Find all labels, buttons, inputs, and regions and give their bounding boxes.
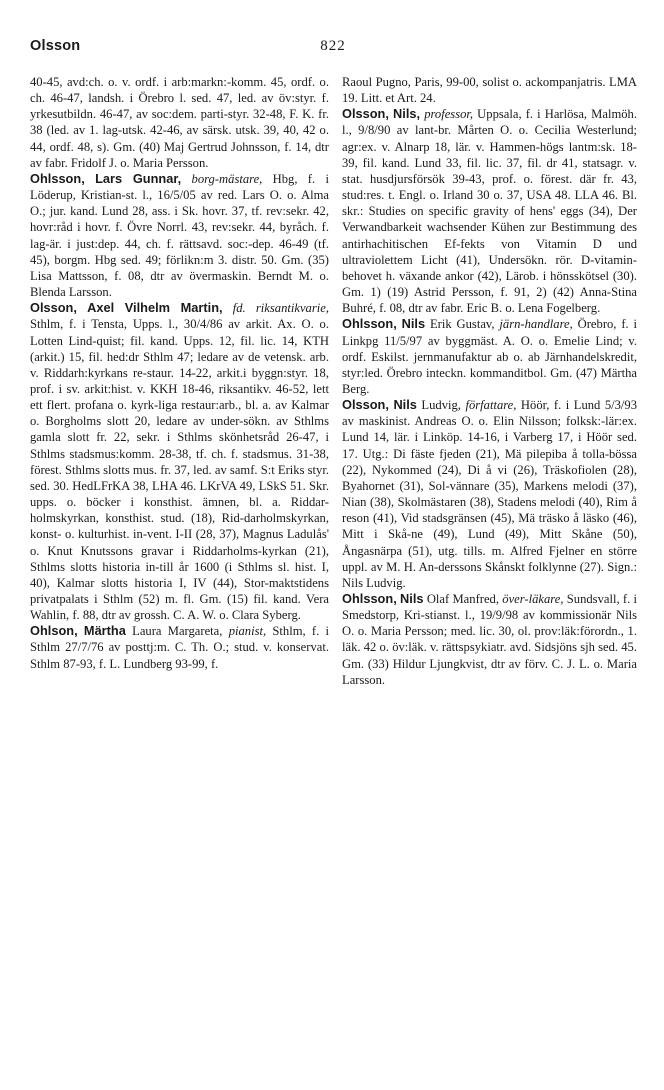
entry-occupation: fd. riksantikvarie, <box>232 301 329 316</box>
entry-lars-gunnar-ohlsson <box>30 171 329 300</box>
entry-surname: Olsson, <box>342 106 389 122</box>
entry-occupation: över-läkare, <box>502 592 564 606</box>
entry-text: Uppsala, f. i Harlösa, Malmöh. l., 9/8/90 av lant-br. Mårten O. o. Cecilia Westerlund; agr:ex. v. Alnarp 18, lär. v. Hammen-högs lantm:sk. 18-39, fil. kand. Lund 33, fil. lic. 37, fil. dr 41, statsagr. v. stat. husdjursförsök 39-43, prof. o. förest. där fr. 43, stud:res. t. Engl. o. Irland 30 o. 37, USA 48. LLA 46. Bl. skr.: Studies on specific gravity of hens' eggs (34), Der Verwandbarkeit wachsender Kühen zur Bestimmung des antirhachitischen Ef-fekts von Vitamin D und ultraviolettem Licht (41), Undersökn. rör. D-vitamin-behovet h. växande ankor (42), Lärob. i hönsskötsel (30). Gm. 1) (19) Astrid Persson, f. 91, 2) (42) Anna-Stina Buhré, f. 08, dtr av fabr. Eric B. o. Lena Fogelberg. <box>342 107 637 316</box>
entry-axel-martin-olsson <box>30 300 329 623</box>
entry-given-name-rest: Laura Margareta, <box>132 624 223 639</box>
entry-nils-olsson-professor <box>342 106 637 316</box>
entry-text: Höör, f. i Lund 5/3/93 av maskinist. Andreas O. o. Elin Nilsson; folksk:-lär:ex. Lund 14, lär. i Linköp. 14-16, i Varberg 17, i Höör sed. 17. Utg.: Di fäste fjeden (21), Mä pilepiba å tolla-bössa (22), Nykommed (24), Di å vi (26), Träskofiolen (28), Byahornet (31), Sol-vännare (35), Markens melodi (37), Nian (38), Skolmästaren (38), Stadens melodi (40), Rim å reson (41), Vid stadsgränsen (45), Mä träsko å läsko (46), Mitt i Skå-ne (49), Lund (49), Mitt Skåne (50), Ångasnärpa (51), utg. tills. m. Alfred Fjelner en större uppl. av M. H. An-derssons Skånskt folklynne (27). Sign.: Nils Ludvig. <box>342 398 638 590</box>
entry-surname: Ohlson, <box>30 623 78 639</box>
entry-nils-erik-ohlsson <box>342 316 637 397</box>
entry-surname: Olsson, <box>30 300 77 316</box>
entry-given-name: Nils <box>401 316 426 332</box>
entry-text: Sthlm, f. i Sthlm 27/7/76 av posttj:m. C. Th. O.; stud. v. konservat. Sthlm 87-93, f. L. Lundberg 93-99, f. <box>30 624 329 671</box>
entry-given-name: Axel Vilhelm Martin, <box>87 300 223 316</box>
entry-given-name-rest: Erik Gustav, <box>429 317 495 332</box>
entry-martha-ohlson <box>30 623 329 671</box>
entry-text: Hbg, f. i Löderup, Kristian-st. l., 16/5/05 av red. Lars O. o. Alma O.; jur. kand. Lund 28, ass. i Sk. hovr. 37, tf. rev:sekr. 42, hovr:råd i hovr. f. Övre Norrl. 43, rev:sekr. 44, byråch. f. lag-är. i just:dep. 44, ch. f. rättsavd. soc:-dep. 46-49 (tf. 45), borgm. Hbg sed. 49; förlikn:m 3. distr. 50. Gm. (35) Lisa Mattsson, f. 08, dtr av övermaskin. Berndt M. o. Blenda Larsson. <box>30 171 329 300</box>
entry-given-name: Märtha <box>83 623 126 639</box>
entry-text: Sthlm, f. i Tensta, Upps. l., 30/4/86 av arkit. Ax. O. o. Lotten Lind-quist; fil. kand. Upps. 12, fil. lic. 14, KTH (arkit.) 15, fil. hed:dr Sthlm 47; ledare av de vetensk. arb. v. Riddarh:kyrkans re-staur. 14-22, arkit.i byggn:styr. 18, prof. i sv. arkit:hist. v. KKH 18-46, riksantikv. 46-52, lett ett flert. profana o. kyrk-liga restaur:arb., bl. a. av Kalmar o. Borgholms slott 20, ledare av under-sökn. av Sthlms gamla slott fr. 22, sekr. i Sthlms skönhetsråd 26-47, i Sthlms stadsmus:komm. 28-38, tf. ch. f. stadsmus. 31-38, förest. Sthlms slotts mus. fr. 37, led. av samf. S:t Eriks styr. sed. 30. HedLFrKA 38, LHA 46. LKrVA 49, LSkS 51. Skr. upps. o. böcker i konsthist. ämnen, bl. a. Riddar-holmskyrkan, konsthist. stud. (18), Rid-darholmskyrkan, konst- o. kulturhist. in-vent. I-II (28, 37), Magnus Ladulås' o. Knut Knutssons gravar i Riddarholms-kyrkan (21), Sthlms slotts historia in-till år 1600 (i Sthlms sl. hist. I, 40), Kalmar slotts historia I, IV (44), Stor-maktstidens privatpalats i Sthlm (52) m. fl. Gm. (15) fil. kand. Vera Wahlin, f. 88, dtr av grossh. C. A. W. o. Clara Syberg. <box>30 317 329 623</box>
entry-surname: Olsson, <box>342 397 389 413</box>
right-column <box>342 74 637 688</box>
entry-given-name: Lars Gunnar, <box>95 170 182 186</box>
entry-given-name-rest: Ludvig, <box>421 398 461 413</box>
entry-occupation: pianist, <box>228 624 267 639</box>
page-header <box>30 38 634 62</box>
left-column <box>30 74 329 672</box>
entry-surname: Ohlsson, <box>30 170 85 186</box>
entry-nils-olaf-ohlsson <box>342 591 637 688</box>
entry-surname: Ohlsson, <box>342 316 397 332</box>
entry-given-name: Nils, <box>393 106 421 122</box>
entry-occupation: författare, <box>465 398 517 413</box>
entry-occupation: borg-mästare, <box>191 171 263 186</box>
entry-given-name-rest: Olaf Manfred, <box>426 592 499 606</box>
entry-occupation: professor, <box>424 107 474 122</box>
entry-text: Örebro, f. i Linkpg 11/5/97 av byggmäst. A. O. o. Emelie Lind; v. ordf. Eskilst. jernmanufaktur ab o. ab Järnhandelskredit, styr:led. Örebro inteckn. kommanditbol. Gm. (47) Märtha Berg. <box>342 317 638 396</box>
entry-given-name: Nils <box>400 591 424 606</box>
entry-occupation: järn-handlare, <box>499 317 573 332</box>
entry-surname: Ohlsson, <box>342 591 397 606</box>
continued-entry-text: 40-45, avd:ch. o. v. ordf. i arb:markn:-komm. 45, ordf. o. ch. 46-47, landsh. i Örebro l. sed. 47, led. av öv:styr. f. yrkesutbildn. 46-47, av soc:dem. parti-styr. 32-48, F. K. fr. 38 (led. av 1. lag-utsk. 42-46, av särsk. utsk. 39, 40, 42 o. 44, ordf. 48, s). Gm. (40) Maj Gertrud Johnsson, f. 14, dtr av fabr. Fridolf J. o. Maria Persson. <box>30 75 329 170</box>
entry-text: Sundsvall, f. i Smedstorp, Kri-stianst. l., 19/9/98 av kommissionär Nils O. o. Maria Persson; med. lic. 30, ol. prov:läk:förordn., 1. läk. 42 o. öv:läk. v. rättspsykiatr. avd. Sidsjöns sjh sed. 45. Gm. (33) Hildur Ljungkvist, dtr av förv. C. J. L. o. Maria Larsson. <box>342 592 638 687</box>
continued-entry-text: Raoul Pugno, Paris, 99-00, solist o. ackompanjatris. LMA 19. Litt. et Art. 24. <box>342 75 637 106</box>
entry-given-name: Nils <box>393 397 417 413</box>
running-head: Olsson <box>30 38 81 54</box>
entry-nils-ludvig-olsson <box>342 397 637 591</box>
page-number: 822 <box>320 38 346 54</box>
